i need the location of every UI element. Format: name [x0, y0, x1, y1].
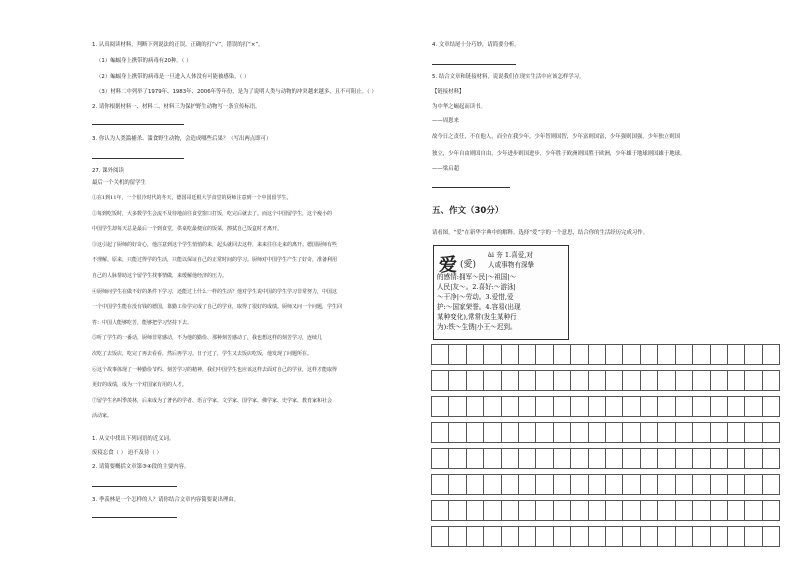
dict-line: 为):铁～生锈|小王～迟到。	[437, 323, 517, 331]
grid-cell[interactable]	[676, 475, 693, 494]
grid-cell[interactable]	[589, 371, 606, 390]
grid-cell[interactable]	[693, 501, 710, 520]
grid-cell[interactable]	[745, 501, 762, 520]
grid-cell[interactable]	[484, 345, 501, 364]
grid-cell[interactable]	[728, 397, 745, 416]
grid-cell[interactable]	[536, 527, 553, 546]
passage-line: 中国学生却每天总是最后一个到食堂，供桌吃最便宜的饭菜，擦拭自己饭盒时才离开。	[92, 226, 283, 233]
grid-cell[interactable]	[606, 527, 623, 546]
dict-line: 人民|友～。2.喜好:～游泳|	[437, 283, 516, 291]
grid-cell[interactable]	[502, 345, 519, 364]
grid-cell[interactable]	[658, 501, 675, 520]
grid-cell[interactable]	[536, 449, 553, 468]
grid-cell[interactable]	[449, 501, 466, 520]
grid-cell[interactable]	[449, 449, 466, 468]
grid-cell[interactable]	[449, 345, 466, 364]
grid-cell[interactable]	[432, 397, 449, 416]
grid-cell[interactable]	[519, 501, 536, 520]
grid-row	[431, 370, 780, 391]
grid-cell[interactable]	[536, 345, 553, 364]
grid-cell[interactable]	[711, 475, 728, 494]
grid-cell[interactable]	[467, 527, 484, 546]
dict-line: 某种变化),常常(发生某种行	[437, 313, 517, 321]
grid-cell[interactable]	[589, 527, 606, 546]
grid-cell[interactable]	[711, 527, 728, 546]
grid-cell[interactable]	[763, 527, 780, 546]
grid-cell[interactable]	[676, 527, 693, 546]
grid-cell[interactable]	[641, 475, 658, 494]
passage-line: ②每到吃饭时，大多数学生会流不及待地前往食堂窗口打饭，吃完后就去了。而这个中国留学生，这个瘦小的	[92, 210, 333, 217]
grid-cell[interactable]	[606, 345, 623, 364]
grid-cell[interactable]	[641, 449, 658, 468]
grid-cell[interactable]	[554, 449, 571, 468]
grid-cell[interactable]	[623, 371, 640, 390]
grid-cell[interactable]	[763, 423, 780, 442]
grid-cell[interactable]	[711, 371, 728, 390]
answer-line[interactable]	[92, 124, 184, 125]
grid-cell[interactable]	[641, 423, 658, 442]
grid-cell[interactable]	[484, 475, 501, 494]
grid-cell[interactable]	[658, 423, 675, 442]
grid-cell[interactable]	[502, 501, 519, 520]
grid-cell[interactable]	[676, 397, 693, 416]
link-text-1: 故今日之责任，不在他人，而全在我少年。少年智则国智，少年富则国富，少年强则国强，少年独立则国	[432, 134, 680, 140]
grid-cell[interactable]	[763, 371, 780, 390]
grid-cell[interactable]	[502, 371, 519, 390]
dict-trad: (愛)	[460, 260, 477, 270]
section-27-title: 27. 课外阅读	[92, 168, 124, 174]
grid-cell[interactable]	[711, 423, 728, 442]
grid-cell[interactable]	[519, 397, 536, 416]
grid-cell[interactable]	[623, 397, 640, 416]
grid-row	[431, 448, 780, 469]
grid-row	[431, 474, 780, 495]
grid-cell[interactable]	[502, 423, 519, 442]
grid-cell[interactable]	[623, 345, 640, 364]
grid-cell[interactable]	[571, 397, 588, 416]
grid-cell[interactable]	[519, 371, 536, 390]
q5-prompt: 5. 结合文章和链接材料，说说我们在现实生活中应该怎样学习。	[432, 74, 585, 80]
grid-cell[interactable]	[763, 397, 780, 416]
answer-line[interactable]	[432, 187, 510, 188]
passage-line: ⑦留学生名叫季羡林，后来成为了著名的学者、语言学家、文学家、国学家、佛学家、史学家、教育家和社会	[92, 397, 333, 404]
grid-row	[431, 344, 780, 365]
grid-cell[interactable]	[641, 371, 658, 390]
grid-cell[interactable]	[728, 527, 745, 546]
q4-prompt: 4. 文章结尾十分巧妙，请简要分析。	[432, 42, 520, 48]
grid-cell[interactable]	[589, 423, 606, 442]
q3-prompt: 3. 你认为人类滥捕杀、滥食野生动物，会造成哪些后果？（写出两点即可）	[92, 136, 272, 142]
grid-cell[interactable]	[519, 449, 536, 468]
grid-cell[interactable]	[449, 475, 466, 494]
grid-cell[interactable]	[536, 423, 553, 442]
passage-title: 最后一个关机的留学生	[92, 180, 146, 186]
passage-line: 自己的人脉帮助这个留学生找事情做，来缓解他经济的压力。	[92, 273, 228, 279]
passage-line: ⑤听了学生的一番话，厨师非常感动，不为他的勤俭、那种刻苦感动了，我也想这样的刻苦学习，连续几	[92, 335, 323, 342]
grid-row	[431, 500, 780, 521]
dict-line: ～干净|～劳动。3.爱惜,爱	[437, 293, 514, 301]
grid-cell[interactable]	[728, 501, 745, 520]
passage-line: 答：中国人能够吃苦，能够把学习坚持下去。	[92, 319, 193, 326]
sub-q1: 1. 从文中找出下列词语的近义词。	[92, 436, 175, 442]
grid-cell[interactable]	[763, 475, 780, 494]
grid-cell[interactable]	[606, 423, 623, 442]
dict-line: 护:～国家荣誉。4.容易(出现	[437, 303, 521, 311]
grid-cell[interactable]	[693, 371, 710, 390]
grid-cell[interactable]	[711, 345, 728, 364]
grid-cell[interactable]	[484, 449, 501, 468]
q2-prompt: 2. 请你根据材料一、材料二、材料三为保护野生动物写一条宣传标语。	[92, 104, 261, 110]
grid-cell[interactable]	[745, 345, 762, 364]
grid-cell[interactable]	[571, 345, 588, 364]
passage-line: ④厨师问学生在做不好的条件下学习，还能过上什么一样的生活？他对学生说中国的学生学习非常努力，中国这	[92, 288, 338, 295]
grid-cell[interactable]	[658, 371, 675, 390]
passage-line: 更好的成绩，成为一个对国家有用的人才。	[92, 382, 188, 389]
grid-cell[interactable]	[658, 527, 675, 546]
grid-cell[interactable]	[467, 397, 484, 416]
grid-cell[interactable]	[449, 397, 466, 416]
grid-cell[interactable]	[693, 397, 710, 416]
grid-cell[interactable]	[589, 475, 606, 494]
grid-cell[interactable]	[502, 527, 519, 546]
grid-cell[interactable]	[571, 423, 588, 442]
grid-cell[interactable]	[484, 423, 501, 442]
grid-cell[interactable]	[676, 371, 693, 390]
grid-cell[interactable]	[763, 501, 780, 520]
grid-cell[interactable]	[745, 475, 762, 494]
grid-cell[interactable]	[502, 449, 519, 468]
passage-line: 不理解。原来，只能过得学的生活，只能以保证自己的正常时间的学习。厨师对中国学生产生了好奇，准备利用	[92, 257, 338, 264]
grid-cell[interactable]	[467, 423, 484, 442]
grid-cell[interactable]	[711, 397, 728, 416]
dict-char: 爱	[439, 255, 457, 276]
passage-line: 次吃了去饭店，吃完了再去看看，然后再学习。日子过了，学生又去饭店吃饭，他发现了问题所在。	[92, 351, 313, 357]
grid-cell[interactable]	[745, 527, 762, 546]
grid-cell[interactable]	[432, 371, 449, 390]
grid-cell[interactable]	[467, 371, 484, 390]
grid-cell[interactable]	[728, 345, 745, 364]
grid-cell[interactable]	[467, 345, 484, 364]
grid-cell[interactable]	[641, 345, 658, 364]
grid-cell[interactable]	[554, 527, 571, 546]
grid-cell[interactable]	[623, 527, 640, 546]
grid-cell[interactable]	[693, 475, 710, 494]
grid-cell[interactable]	[554, 475, 571, 494]
grid-cell[interactable]	[519, 527, 536, 546]
grid-cell[interactable]	[728, 449, 745, 468]
dictionary-entry-image	[433, 245, 569, 340]
passage-line: ⑥这个故事体现了一种勤俭节约、刻苦学习的精神，我们中国学生也应该这样去面对自己的学业，这样才能取得	[92, 366, 338, 373]
grid-cell[interactable]	[484, 371, 501, 390]
grid-cell[interactable]	[623, 449, 640, 468]
q1-item-3: （3）材料二中列举了1979年、1983年、2006年等年份，是为了说明人类与动物的冲突越来越多，且不可阻止。（ ）	[96, 89, 377, 95]
grid-cell[interactable]	[554, 345, 571, 364]
grid-cell[interactable]	[432, 475, 449, 494]
sub-q1-words: 废寝忘食（ ） 迫不及待（ ）	[92, 450, 162, 456]
grid-cell[interactable]	[711, 501, 728, 520]
grid-cell[interactable]	[554, 397, 571, 416]
grid-cell[interactable]	[728, 371, 745, 390]
grid-row	[431, 526, 780, 547]
grid-cell[interactable]	[536, 371, 553, 390]
grid-cell[interactable]	[763, 345, 780, 364]
grid-cell[interactable]	[728, 475, 745, 494]
link-text-2: 独立，少年自由则国自由，少年进步则国进步，少年胜于欧洲则国胜于欧洲，少年雄于地球则国雄于地球。	[432, 151, 686, 157]
passage-line: 一个中国学生能在没有钱的德国，靠勤工俭学完成了自己的学业，取得了很好的成绩。厨师又问一个问题，学生回	[92, 304, 343, 311]
grid-cell[interactable]	[554, 501, 571, 520]
grid-cell[interactable]	[589, 449, 606, 468]
grid-cell[interactable]	[589, 501, 606, 520]
grid-cell[interactable]	[658, 449, 675, 468]
composition-grid[interactable]	[431, 344, 780, 552]
grid-cell[interactable]	[536, 397, 553, 416]
grid-cell[interactable]	[502, 397, 519, 416]
grid-cell[interactable]	[484, 527, 501, 546]
sub-q3: 3. 季羡林是一个怎样的人？请你结合文章内容简要说出理由。	[92, 497, 240, 503]
grid-cell[interactable]	[763, 449, 780, 468]
grid-cell[interactable]	[519, 475, 536, 494]
grid-cell[interactable]	[467, 501, 484, 520]
grid-row	[431, 422, 780, 443]
dict-line: 的感情:拥军～民|～祖国|～	[437, 273, 517, 281]
grid-cell[interactable]	[554, 423, 571, 442]
answer-line[interactable]	[92, 158, 184, 159]
grid-cell[interactable]	[449, 371, 466, 390]
grid-cell[interactable]	[432, 345, 449, 364]
grid-cell[interactable]	[536, 475, 553, 494]
grid-cell[interactable]	[728, 423, 745, 442]
q1-title: 1. 认真阅读材料，判断下列说法的正误，正确的打“√”，错误的打“×”。	[92, 42, 264, 48]
grid-cell[interactable]	[571, 371, 588, 390]
link-author-2: ——梁启超	[432, 166, 459, 172]
sub-q2: 2. 请简要概括文章第③④段的主要内容。	[92, 464, 190, 470]
q1-item-2: （2）蝙蝠身上携带的病毒是一旦进入人体没有可能被感染。（ ）	[96, 74, 250, 80]
grid-cell[interactable]	[606, 371, 623, 390]
grid-cell[interactable]	[432, 449, 449, 468]
grid-cell[interactable]	[658, 345, 675, 364]
grid-cell[interactable]	[623, 423, 640, 442]
grid-cell[interactable]	[658, 397, 675, 416]
link-tag: 【链接材料】	[432, 89, 465, 95]
grid-cell[interactable]	[676, 423, 693, 442]
grid-cell[interactable]	[571, 449, 588, 468]
passage-line: ③这引起了厨师的好奇心，他注意到这个学生悄悄的来，起头就回去这样，来来往往走来的离开。德国厨师有些	[92, 241, 338, 248]
grid-cell[interactable]	[519, 423, 536, 442]
grid-cell[interactable]	[676, 501, 693, 520]
grid-cell[interactable]	[641, 397, 658, 416]
passage-line: ①在1到11年，一个很冷时代的冬天，德国哥廷根大学食堂的厨师注意到一个中国留学生。	[92, 195, 292, 201]
q1-item-1: （1）蝙蝠身上携带的病毒有20种。（ ）	[96, 58, 192, 64]
grid-cell[interactable]	[693, 449, 710, 468]
grid-cell[interactable]	[676, 345, 693, 364]
grid-cell[interactable]	[571, 527, 588, 546]
dict-line: 人或事物有深挚	[488, 261, 535, 269]
grid-cell[interactable]	[676, 449, 693, 468]
grid-cell[interactable]	[745, 423, 762, 442]
grid-cell[interactable]	[571, 501, 588, 520]
grid-cell[interactable]	[432, 501, 449, 520]
grid-cell[interactable]	[745, 397, 762, 416]
link-title: 为中华之崛起而读书。	[432, 104, 486, 110]
grid-row	[431, 396, 780, 417]
grid-cell[interactable]	[589, 345, 606, 364]
grid-cell[interactable]	[502, 475, 519, 494]
grid-cell[interactable]	[536, 501, 553, 520]
grid-cell[interactable]	[606, 397, 623, 416]
grid-cell[interactable]	[449, 423, 466, 442]
grid-cell[interactable]	[641, 501, 658, 520]
grid-cell[interactable]	[711, 449, 728, 468]
grid-cell[interactable]	[571, 475, 588, 494]
grid-cell[interactable]	[484, 397, 501, 416]
grid-cell[interactable]	[467, 449, 484, 468]
grid-cell[interactable]	[554, 371, 571, 390]
grid-cell[interactable]	[432, 423, 449, 442]
dict-line: ài 夯 1.喜爱,对	[488, 251, 533, 259]
grid-cell[interactable]	[432, 527, 449, 546]
essay-prompt: 请看图，“爱”在新华字典中的解释。选择“爱”字的一个意思，结合你的生活经历完成习作。	[432, 230, 649, 236]
grid-cell[interactable]	[606, 501, 623, 520]
grid-cell[interactable]	[449, 527, 466, 546]
answer-line[interactable]	[92, 517, 177, 518]
grid-cell[interactable]	[606, 475, 623, 494]
grid-cell[interactable]	[693, 527, 710, 546]
grid-cell[interactable]	[519, 345, 536, 364]
link-author-1: ——周恩来	[432, 118, 459, 124]
grid-cell[interactable]	[467, 475, 484, 494]
section-5-heading: 五、作文（30分）	[432, 206, 504, 216]
grid-cell[interactable]	[693, 423, 710, 442]
grid-cell[interactable]	[641, 527, 658, 546]
answer-line[interactable]	[432, 64, 516, 65]
passage-line: 活动家。	[92, 413, 113, 420]
grid-cell[interactable]	[693, 345, 710, 364]
grid-cell[interactable]	[623, 501, 640, 520]
grid-cell[interactable]	[606, 449, 623, 468]
grid-cell[interactable]	[658, 475, 675, 494]
grid-cell[interactable]	[484, 501, 501, 520]
answer-line[interactable]	[92, 486, 177, 487]
grid-cell[interactable]	[589, 397, 606, 416]
grid-cell[interactable]	[623, 475, 640, 494]
grid-cell[interactable]	[745, 371, 762, 390]
grid-cell[interactable]	[745, 449, 762, 468]
